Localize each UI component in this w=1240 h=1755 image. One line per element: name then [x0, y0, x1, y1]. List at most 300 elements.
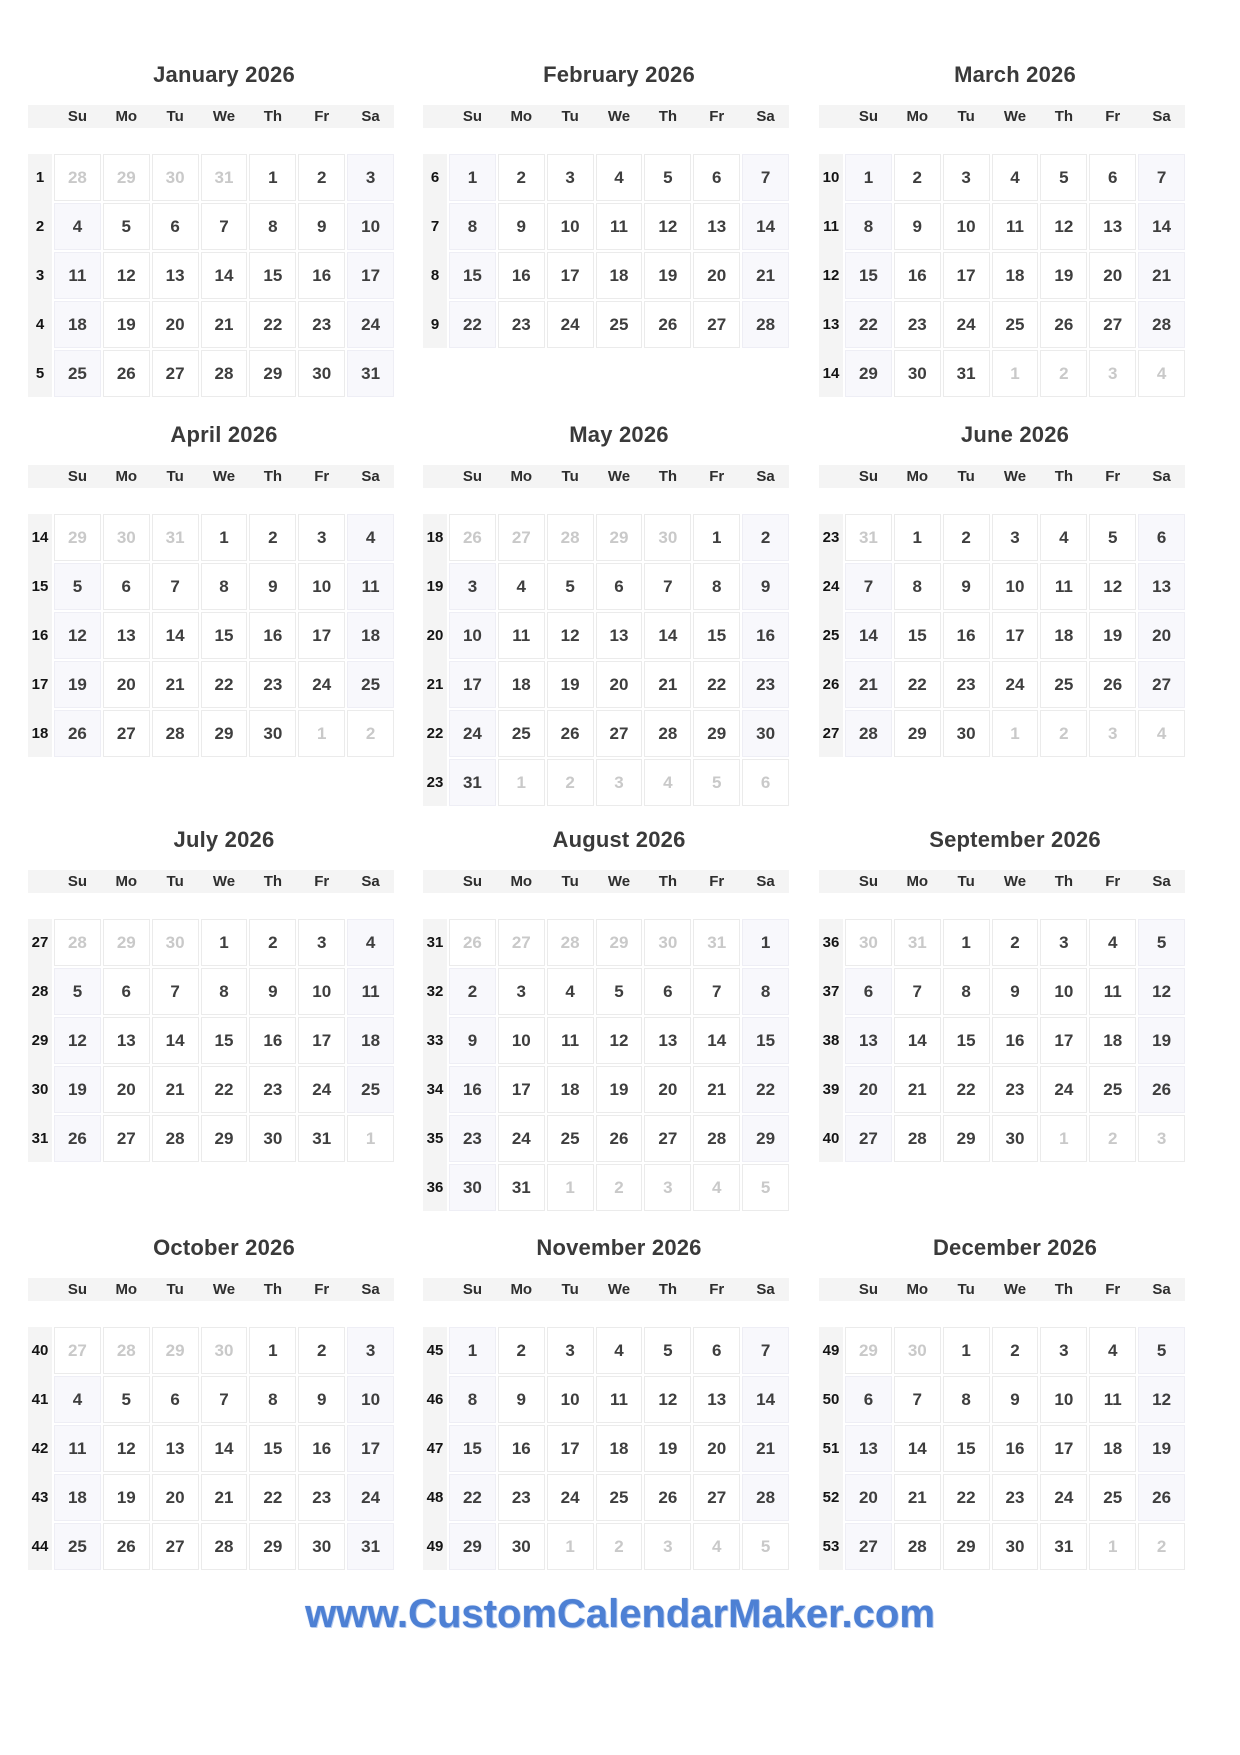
weekday-header: Fr — [709, 1281, 725, 1298]
weekday-header: Sa — [756, 108, 775, 125]
day-cell: 8 — [693, 563, 740, 610]
weekday-header: Th — [1054, 1281, 1074, 1298]
month-grid — [28, 870, 394, 1162]
day-cell: 16 — [298, 252, 345, 299]
day-cell: 23 — [249, 1066, 296, 1113]
week-number: 27 — [819, 710, 843, 757]
weekday-header: We — [212, 1281, 236, 1298]
day-cell: 31 — [298, 1115, 345, 1162]
day-cell: 25 — [596, 301, 643, 348]
month-october — [28, 1228, 394, 1570]
day-cell-adjacent-month: 4 — [693, 1164, 740, 1211]
weekday-header: Tu — [166, 1281, 184, 1298]
day-cell: 3 — [1040, 919, 1087, 966]
day-cell: 13 — [1138, 563, 1185, 610]
week-number: 51 — [819, 1425, 843, 1472]
week-number: 49 — [819, 1327, 843, 1374]
week-number: 11 — [819, 203, 843, 250]
weekday-header: Tu — [561, 873, 579, 890]
weekday-header: Th — [1054, 873, 1074, 890]
weekday-header: Sa — [1152, 873, 1171, 890]
week-column-spacer — [28, 105, 52, 128]
weekday-header: Th — [658, 468, 678, 485]
day-cell: 29 — [201, 710, 248, 757]
day-cell-adjacent-month: 1 — [298, 710, 345, 757]
day-cell: 18 — [347, 612, 394, 659]
day-cell: 18 — [1089, 1425, 1136, 1472]
week-number: 14 — [819, 350, 843, 397]
day-cell: 2 — [498, 154, 545, 201]
day-cell: 25 — [596, 1474, 643, 1521]
day-cell: 19 — [644, 1425, 691, 1472]
day-cell: 7 — [693, 968, 740, 1015]
month-grid — [819, 105, 1185, 397]
day-cell: 9 — [298, 1376, 345, 1423]
week-number: 4 — [28, 301, 52, 348]
day-cell-adjacent-month: 28 — [103, 1327, 150, 1374]
weekday-header: Mo — [115, 873, 138, 890]
day-cell: 5 — [54, 563, 101, 610]
day-cell: 3 — [1040, 1327, 1087, 1374]
week-number: 7 — [423, 203, 447, 250]
weekday-header: Fr — [709, 468, 725, 485]
weekday-header: Sa — [361, 468, 380, 485]
week-number: 35 — [423, 1115, 447, 1162]
weekday-header-row — [423, 870, 789, 893]
weekday-header: Th — [1054, 468, 1074, 485]
day-cell-adjacent-month: 2 — [347, 710, 394, 757]
weekday-header: Tu — [166, 873, 184, 890]
weekday-header-row — [819, 870, 1185, 893]
day-cell: 12 — [54, 612, 101, 659]
day-cell: 13 — [152, 252, 199, 299]
month-title: September 2026 — [929, 827, 1101, 852]
weekday-header: Mo — [115, 1281, 138, 1298]
month-march — [819, 55, 1185, 397]
day-cell: 8 — [943, 968, 990, 1015]
day-cell-adjacent-month: 3 — [644, 1523, 691, 1570]
day-cell: 3 — [992, 514, 1039, 561]
day-cell-adjacent-month: 31 — [693, 919, 740, 966]
day-cell: 8 — [449, 1376, 496, 1423]
day-cell-adjacent-month: 30 — [103, 514, 150, 561]
week-number: 12 — [819, 252, 843, 299]
week-number: 50 — [819, 1376, 843, 1423]
day-cell: 19 — [547, 661, 594, 708]
day-cell: 11 — [1040, 563, 1087, 610]
day-cell: 30 — [249, 710, 296, 757]
weekday-header: Mo — [510, 873, 533, 890]
month-title: October 2026 — [153, 1235, 295, 1260]
day-cell: 26 — [54, 710, 101, 757]
day-cell: 8 — [201, 968, 248, 1015]
day-cell: 2 — [449, 968, 496, 1015]
weekday-header: We — [607, 873, 631, 890]
day-cell-adjacent-month: 4 — [693, 1523, 740, 1570]
day-cell: 26 — [1040, 301, 1087, 348]
day-cell-adjacent-month: 2 — [1138, 1523, 1185, 1570]
day-cell-adjacent-month: 31 — [845, 514, 892, 561]
day-cell: 8 — [449, 203, 496, 250]
weekday-header: Fr — [1105, 108, 1121, 125]
day-cell: 28 — [894, 1523, 941, 1570]
week-number: 24 — [819, 563, 843, 610]
day-cell: 17 — [943, 252, 990, 299]
day-cell: 22 — [943, 1474, 990, 1521]
day-cell: 16 — [992, 1017, 1039, 1064]
weekday-header-row — [819, 465, 1185, 488]
day-cell: 11 — [596, 1376, 643, 1423]
day-cell-adjacent-month: 27 — [54, 1327, 101, 1374]
week-column-spacer — [423, 465, 447, 488]
weekday-header: Fr — [1105, 468, 1121, 485]
month-grid — [819, 1278, 1185, 1570]
day-cell: 5 — [547, 563, 594, 610]
day-cell: 21 — [742, 1425, 789, 1472]
month-may — [423, 415, 789, 806]
day-cell: 12 — [54, 1017, 101, 1064]
day-cell: 17 — [547, 252, 594, 299]
day-cell: 7 — [894, 1376, 941, 1423]
day-cell: 14 — [693, 1017, 740, 1064]
week-number: 53 — [819, 1523, 843, 1570]
day-cell: 3 — [347, 154, 394, 201]
weekday-header: Sa — [1152, 1281, 1171, 1298]
day-cell-adjacent-month: 28 — [54, 154, 101, 201]
day-cell-adjacent-month: 1 — [992, 350, 1039, 397]
day-cell: 25 — [347, 661, 394, 708]
day-cell: 1 — [943, 919, 990, 966]
week-number: 43 — [28, 1474, 52, 1521]
day-cell: 18 — [1040, 612, 1087, 659]
day-cell: 17 — [992, 612, 1039, 659]
weekday-header: Sa — [756, 873, 775, 890]
day-cell: 3 — [298, 919, 345, 966]
day-cell-adjacent-month: 5 — [742, 1523, 789, 1570]
day-cell: 5 — [1138, 1327, 1185, 1374]
day-cell: 18 — [1089, 1017, 1136, 1064]
day-cell: 6 — [845, 1376, 892, 1423]
day-cell: 20 — [103, 661, 150, 708]
day-cell: 11 — [1089, 968, 1136, 1015]
month-title: May 2026 — [569, 422, 669, 447]
day-cell: 14 — [1138, 203, 1185, 250]
day-cell: 6 — [1089, 154, 1136, 201]
day-cell: 30 — [742, 710, 789, 757]
day-cell: 10 — [498, 1017, 545, 1064]
day-cell: 9 — [249, 563, 296, 610]
week-column-spacer — [423, 1278, 447, 1301]
day-cell: 19 — [103, 301, 150, 348]
day-cell: 11 — [54, 252, 101, 299]
day-cell: 21 — [201, 1474, 248, 1521]
day-cell: 4 — [547, 968, 594, 1015]
day-cell-adjacent-month: 27 — [498, 919, 545, 966]
weekday-header-row — [819, 105, 1185, 128]
day-cell: 8 — [249, 203, 296, 250]
weekday-header: Sa — [756, 468, 775, 485]
day-cell: 22 — [449, 1474, 496, 1521]
day-cell-adjacent-month: 1 — [547, 1523, 594, 1570]
week-number: 27 — [28, 919, 52, 966]
day-cell-adjacent-month: 3 — [596, 759, 643, 806]
week-column-spacer — [819, 105, 843, 128]
day-cell: 19 — [596, 1066, 643, 1113]
day-cell: 4 — [596, 154, 643, 201]
weekday-header: Su — [858, 468, 878, 485]
weekday-header-row — [819, 1278, 1185, 1301]
weekday-header: Tu — [561, 468, 579, 485]
day-cell: 6 — [693, 1327, 740, 1374]
day-cell: 10 — [547, 1376, 594, 1423]
day-cell: 24 — [298, 1066, 345, 1113]
week-column-spacer — [28, 1278, 52, 1301]
week-number: 26 — [819, 661, 843, 708]
weekday-header: We — [1003, 468, 1027, 485]
day-cell: 2 — [249, 514, 296, 561]
weekday-header: Su — [67, 873, 87, 890]
day-cell-adjacent-month: 5 — [693, 759, 740, 806]
weekday-header: We — [212, 108, 236, 125]
day-cell: 12 — [1040, 203, 1087, 250]
day-cell: 20 — [1089, 252, 1136, 299]
day-cell: 9 — [943, 563, 990, 610]
day-cell: 19 — [54, 661, 101, 708]
weekday-header-row — [423, 465, 789, 488]
day-cell: 17 — [347, 1425, 394, 1472]
week-number: 34 — [423, 1066, 447, 1113]
week-column-spacer — [28, 465, 52, 488]
day-cell: 4 — [347, 514, 394, 561]
day-cell: 5 — [644, 154, 691, 201]
day-cell-adjacent-month: 29 — [596, 919, 643, 966]
day-cell: 12 — [1138, 968, 1185, 1015]
day-cell: 5 — [1138, 919, 1185, 966]
day-cell: 20 — [693, 1425, 740, 1472]
day-cell: 7 — [152, 968, 199, 1015]
day-cell: 22 — [249, 301, 296, 348]
day-cell: 4 — [1089, 919, 1136, 966]
day-cell: 16 — [992, 1425, 1039, 1472]
day-cell-adjacent-month: 28 — [547, 514, 594, 561]
weekday-header: We — [607, 108, 631, 125]
weekday-header-row — [28, 1278, 394, 1301]
week-number: 40 — [819, 1115, 843, 1162]
day-cell: 26 — [547, 710, 594, 757]
weekday-header: Su — [67, 468, 87, 485]
week-number: 23 — [423, 759, 447, 806]
day-cell: 18 — [347, 1017, 394, 1064]
day-cell: 24 — [347, 301, 394, 348]
day-cell: 6 — [644, 968, 691, 1015]
day-cell: 25 — [54, 350, 101, 397]
week-number: 52 — [819, 1474, 843, 1521]
weekday-header: Su — [462, 873, 482, 890]
day-cell-adjacent-month: 1 — [1040, 1115, 1087, 1162]
month-november — [423, 1228, 789, 1570]
week-number: 28 — [28, 968, 52, 1015]
day-cell: 1 — [449, 1327, 496, 1374]
day-cell: 21 — [894, 1066, 941, 1113]
day-cell: 16 — [943, 612, 990, 659]
day-cell: 25 — [547, 1115, 594, 1162]
day-cell: 30 — [943, 710, 990, 757]
day-cell: 14 — [644, 612, 691, 659]
day-cell: 9 — [449, 1017, 496, 1064]
day-cell: 11 — [992, 203, 1039, 250]
day-cell: 27 — [1138, 661, 1185, 708]
day-cell: 29 — [742, 1115, 789, 1162]
day-cell: 3 — [943, 154, 990, 201]
day-cell: 6 — [693, 154, 740, 201]
week-column-spacer — [819, 465, 843, 488]
day-cell: 1 — [449, 154, 496, 201]
weekday-header: Tu — [957, 468, 975, 485]
day-cell: 6 — [152, 1376, 199, 1423]
day-cell: 13 — [103, 1017, 150, 1064]
week-number: 21 — [423, 661, 447, 708]
day-cell: 24 — [1040, 1066, 1087, 1113]
day-cell: 28 — [693, 1115, 740, 1162]
day-cell: 15 — [249, 1425, 296, 1472]
day-cell: 1 — [249, 154, 296, 201]
week-number: 45 — [423, 1327, 447, 1374]
day-cell: 7 — [742, 1327, 789, 1374]
week-number: 22 — [423, 710, 447, 757]
day-cell: 15 — [693, 612, 740, 659]
day-cell: 13 — [693, 1376, 740, 1423]
day-cell: 11 — [547, 1017, 594, 1064]
day-cell: 2 — [249, 919, 296, 966]
day-cell: 3 — [347, 1327, 394, 1374]
month-grid — [28, 105, 394, 397]
day-cell: 28 — [152, 1115, 199, 1162]
month-title: January 2026 — [153, 62, 295, 87]
day-cell: 15 — [201, 1017, 248, 1064]
day-cell: 31 — [498, 1164, 545, 1211]
watermark-text: www.CustomCalendarMaker.com — [305, 1592, 935, 1636]
day-cell: 29 — [249, 1523, 296, 1570]
month-september — [819, 820, 1185, 1162]
day-cell: 4 — [54, 1376, 101, 1423]
day-cell-adjacent-month: 30 — [644, 919, 691, 966]
day-cell: 23 — [742, 661, 789, 708]
day-cell-adjacent-month: 29 — [596, 514, 643, 561]
day-cell: 20 — [845, 1066, 892, 1113]
weekday-header: Tu — [561, 108, 579, 125]
day-cell-adjacent-month: 2 — [547, 759, 594, 806]
day-cell: 26 — [1138, 1066, 1185, 1113]
day-cell: 26 — [644, 301, 691, 348]
day-cell-adjacent-month: 3 — [1089, 350, 1136, 397]
day-cell: 20 — [1138, 612, 1185, 659]
weekday-header: Sa — [361, 108, 380, 125]
day-cell: 7 — [894, 968, 941, 1015]
weekday-header: Sa — [1152, 108, 1171, 125]
day-cell: 30 — [498, 1523, 545, 1570]
week-column-spacer — [28, 870, 52, 893]
week-number: 13 — [819, 301, 843, 348]
day-cell-adjacent-month: 30 — [845, 919, 892, 966]
day-cell: 24 — [298, 661, 345, 708]
month-grid — [819, 465, 1185, 757]
day-cell: 15 — [943, 1017, 990, 1064]
weekday-header-row — [423, 1278, 789, 1301]
day-cell: 22 — [201, 661, 248, 708]
day-cell: 3 — [298, 514, 345, 561]
day-cell: 21 — [1138, 252, 1185, 299]
weekday-header: We — [607, 468, 631, 485]
day-cell: 12 — [644, 1376, 691, 1423]
week-number: 49 — [423, 1523, 447, 1570]
day-cell: 17 — [298, 1017, 345, 1064]
day-cell: 8 — [894, 563, 941, 610]
week-number: 23 — [819, 514, 843, 561]
day-cell: 9 — [498, 203, 545, 250]
weekday-header: We — [212, 873, 236, 890]
weekday-header: Th — [263, 468, 283, 485]
day-cell: 14 — [742, 203, 789, 250]
week-number: 30 — [28, 1066, 52, 1113]
week-number: 33 — [423, 1017, 447, 1064]
day-cell: 12 — [103, 252, 150, 299]
day-cell: 23 — [992, 1474, 1039, 1521]
day-cell: 4 — [54, 203, 101, 250]
day-cell-adjacent-month: 3 — [644, 1164, 691, 1211]
day-cell-adjacent-month: 3 — [1089, 710, 1136, 757]
day-cell: 26 — [596, 1115, 643, 1162]
day-cell: 21 — [152, 1066, 199, 1113]
weekday-header: Th — [658, 1281, 678, 1298]
day-cell-adjacent-month: 30 — [894, 1327, 941, 1374]
day-cell: 8 — [845, 203, 892, 250]
day-cell: 11 — [596, 203, 643, 250]
day-cell: 11 — [347, 563, 394, 610]
week-number: 29 — [28, 1017, 52, 1064]
week-number: 32 — [423, 968, 447, 1015]
day-cell: 24 — [992, 661, 1039, 708]
week-number: 36 — [423, 1164, 447, 1211]
weekday-header: Fr — [1105, 873, 1121, 890]
weekday-header: We — [1003, 108, 1027, 125]
day-cell: 14 — [845, 612, 892, 659]
week-number: 3 — [28, 252, 52, 299]
day-cell: 10 — [449, 612, 496, 659]
day-cell: 19 — [644, 252, 691, 299]
day-cell: 24 — [547, 301, 594, 348]
day-cell: 22 — [693, 661, 740, 708]
day-cell-adjacent-month: 1 — [498, 759, 545, 806]
day-cell: 27 — [845, 1115, 892, 1162]
day-cell: 8 — [201, 563, 248, 610]
day-cell: 10 — [1040, 1376, 1087, 1423]
day-cell: 14 — [201, 252, 248, 299]
day-cell: 27 — [103, 710, 150, 757]
day-cell: 27 — [693, 1474, 740, 1521]
day-cell: 10 — [347, 1376, 394, 1423]
weekday-header: Mo — [115, 468, 138, 485]
day-cell: 24 — [1040, 1474, 1087, 1521]
day-cell-adjacent-month: 4 — [1138, 350, 1185, 397]
day-cell: 5 — [644, 1327, 691, 1374]
week-column-spacer — [819, 870, 843, 893]
day-cell: 30 — [298, 1523, 345, 1570]
day-cell: 17 — [547, 1425, 594, 1472]
week-number: 10 — [819, 154, 843, 201]
day-cell: 29 — [449, 1523, 496, 1570]
day-cell-adjacent-month: 29 — [103, 919, 150, 966]
day-cell: 28 — [742, 1474, 789, 1521]
